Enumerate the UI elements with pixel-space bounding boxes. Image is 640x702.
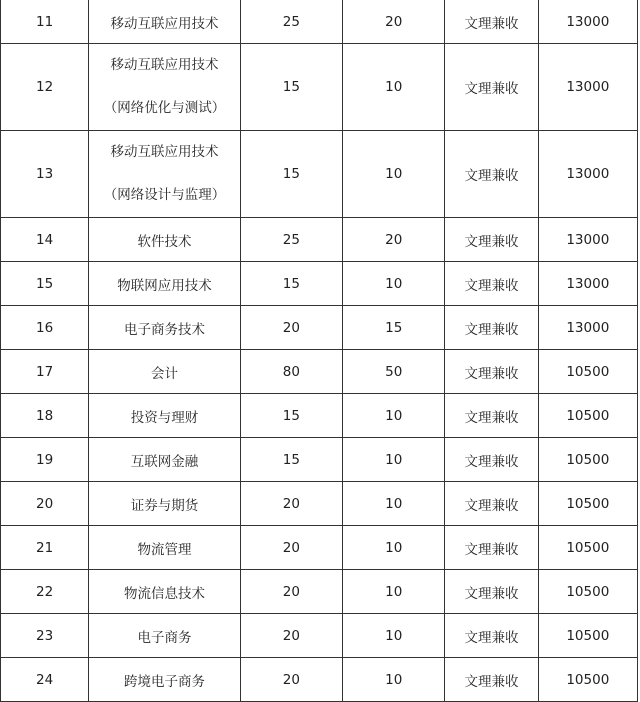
category: 文理兼收 xyxy=(445,44,538,131)
secondary-count: 10 xyxy=(343,658,445,702)
secondary-count: 20 xyxy=(343,0,445,44)
secondary-count: 10 xyxy=(343,526,445,570)
major-name: 物流管理 xyxy=(89,526,240,570)
row-number: 22 xyxy=(1,570,89,614)
table-row xyxy=(1,570,638,614)
tuition: 13000 xyxy=(538,131,637,218)
table-row xyxy=(1,438,638,482)
secondary-count: 50 xyxy=(343,350,445,394)
row-number: 15 xyxy=(1,262,89,306)
table-row xyxy=(1,394,638,438)
table-row xyxy=(1,350,638,394)
tuition: 10500 xyxy=(538,614,637,658)
table-row xyxy=(1,658,638,702)
table-row xyxy=(1,131,638,218)
tuition: 10500 xyxy=(538,394,637,438)
category: 文理兼收 xyxy=(445,438,538,482)
plan-count: 20 xyxy=(240,614,342,658)
major-name: 电子商务 xyxy=(89,614,240,658)
plan-count: 25 xyxy=(240,218,342,262)
major-subtitle: （网络优化与测试） xyxy=(103,100,226,116)
category: 文理兼收 xyxy=(445,482,538,526)
secondary-count: 15 xyxy=(343,306,445,350)
secondary-count: 10 xyxy=(343,262,445,306)
row-number: 24 xyxy=(1,658,89,702)
major-name: 投资与理财 xyxy=(89,394,240,438)
secondary-count: 10 xyxy=(343,570,445,614)
major-name: 软件技术 xyxy=(89,218,240,262)
major-name: 移动互联应用技术 xyxy=(110,57,219,73)
category: 文理兼收 xyxy=(445,131,538,218)
row-number: 14 xyxy=(1,218,89,262)
row-number: 13 xyxy=(1,131,89,218)
major-name: 移动互联应用技术 xyxy=(110,144,219,160)
category: 文理兼收 xyxy=(445,614,538,658)
category: 文理兼收 xyxy=(445,218,538,262)
secondary-count: 20 xyxy=(343,218,445,262)
tuition: 10500 xyxy=(538,526,637,570)
secondary-count: 10 xyxy=(343,394,445,438)
category: 文理兼收 xyxy=(445,306,538,350)
row-number: 17 xyxy=(1,350,89,394)
secondary-count: 10 xyxy=(343,438,445,482)
row-number: 18 xyxy=(1,394,89,438)
category: 文理兼收 xyxy=(445,570,538,614)
row-number: 21 xyxy=(1,526,89,570)
major-name: 移动互联应用技术 xyxy=(89,0,240,44)
plan-count: 15 xyxy=(240,131,342,218)
secondary-count: 10 xyxy=(343,131,445,218)
category: 文理兼收 xyxy=(445,350,538,394)
plan-count: 15 xyxy=(240,438,342,482)
tuition: 13000 xyxy=(538,0,637,44)
row-number: 23 xyxy=(1,614,89,658)
major-name-cell xyxy=(89,44,240,131)
table-row xyxy=(1,44,638,131)
tuition: 10500 xyxy=(538,658,637,702)
table-row xyxy=(1,218,638,262)
tuition: 10500 xyxy=(538,570,637,614)
secondary-count: 10 xyxy=(343,482,445,526)
plan-count: 20 xyxy=(240,658,342,702)
plan-count: 80 xyxy=(240,350,342,394)
table-row xyxy=(1,262,638,306)
table-row xyxy=(1,306,638,350)
row-number: 20 xyxy=(1,482,89,526)
major-name: 证券与期货 xyxy=(89,482,240,526)
plan-count: 15 xyxy=(240,394,342,438)
tuition: 13000 xyxy=(538,306,637,350)
category: 文理兼收 xyxy=(445,394,538,438)
plan-count: 20 xyxy=(240,306,342,350)
table-row xyxy=(1,614,638,658)
row-number: 16 xyxy=(1,306,89,350)
plan-count: 20 xyxy=(240,570,342,614)
major-name: 物流信息技术 xyxy=(89,570,240,614)
secondary-count: 10 xyxy=(343,614,445,658)
major-name: 跨境电子商务 xyxy=(89,658,240,702)
plan-count: 20 xyxy=(240,482,342,526)
table-row xyxy=(1,482,638,526)
tuition: 13000 xyxy=(538,44,637,131)
plan-count: 15 xyxy=(240,44,342,131)
tuition: 10500 xyxy=(538,482,637,526)
category: 文理兼收 xyxy=(445,0,538,44)
tuition: 10500 xyxy=(538,438,637,482)
major-name: 会计 xyxy=(89,350,240,394)
secondary-count: 10 xyxy=(343,44,445,131)
row-number: 12 xyxy=(1,44,89,131)
category: 文理兼收 xyxy=(445,658,538,702)
row-number: 19 xyxy=(1,438,89,482)
plan-count: 25 xyxy=(240,0,342,44)
plan-count: 20 xyxy=(240,526,342,570)
major-name-cell xyxy=(89,131,240,218)
tuition: 10500 xyxy=(538,350,637,394)
table-row xyxy=(1,526,638,570)
table-row xyxy=(1,0,638,44)
category: 文理兼收 xyxy=(445,526,538,570)
major-subtitle: （网络设计与监理） xyxy=(103,187,226,203)
tuition: 13000 xyxy=(538,218,637,262)
row-number: 11 xyxy=(1,0,89,44)
plan-count: 15 xyxy=(240,262,342,306)
major-name: 物联网应用技术 xyxy=(89,262,240,306)
major-name: 电子商务技术 xyxy=(89,306,240,350)
category: 文理兼收 xyxy=(445,262,538,306)
tuition: 13000 xyxy=(538,262,637,306)
major-name: 互联网金融 xyxy=(89,438,240,482)
